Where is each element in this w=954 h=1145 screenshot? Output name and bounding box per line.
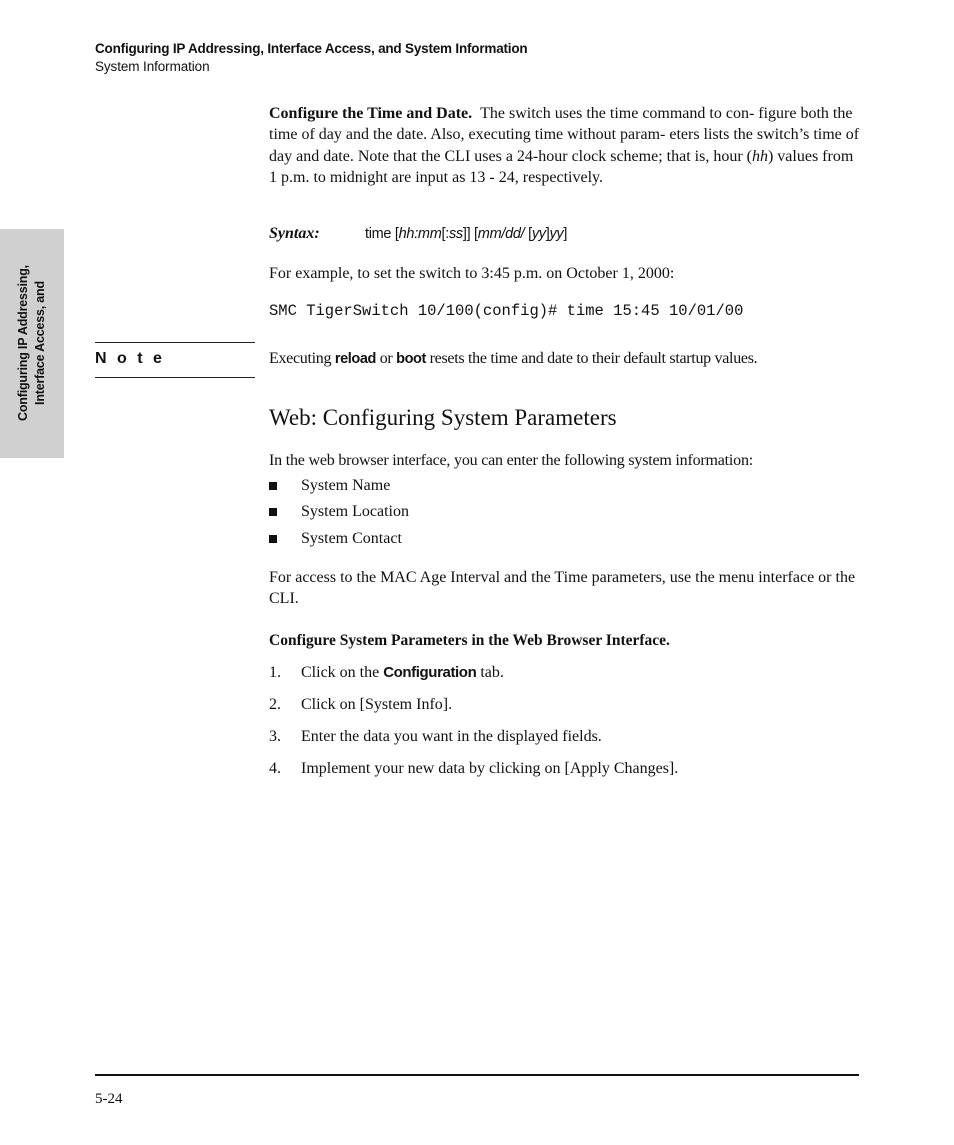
bullet-square-icon [269,508,277,516]
running-header-title: Configuring IP Addressing, Interface Access, and System Information [95,41,528,56]
time-date-paragraph [269,103,861,188]
note-bottom-rule [95,377,255,378]
syntax-cmd-name: time [365,226,392,242]
time-date-body: The switch uses the time command to con- figure both the time of day and the date. Also, executing time without param- eters lists the switch’s time of day and date. Note that the CLI uses a 24-hour clock scheme; that is, hour ( [269,105,860,165]
syntax-hhmm: hh:mm [398,226,442,242]
step-number: 4. [269,760,281,777]
running-header-subtitle: System Information [95,59,210,74]
step-part: Click on the [301,664,384,681]
step-number: 1. [269,664,281,681]
step-text [301,664,504,682]
example-code: SMC TigerSwitch 10/100(config)# time 15:45 10/01/00 [269,302,744,320]
syntax-mmdd: mm/dd/ [477,226,525,242]
step-number: 3. [269,728,281,745]
web-section-heading: Web: Configuring System Parameters [269,405,617,430]
syntax-label: Syntax: [269,225,320,242]
chapter-side-tab [0,229,64,458]
syntax-part: ]] [ [462,226,478,242]
bullet-square-icon [269,482,277,490]
footer-rule [95,1074,859,1076]
note-part: resets the time and date to their default startup values. [425,350,758,367]
note-text [269,350,869,368]
reload-term: reload [334,351,376,367]
syntax-yy: yy [531,226,546,242]
syntax-part: [: [441,226,449,242]
hh-term: hh [751,147,768,165]
boot-term: boot [396,351,426,367]
syntax-ss: ss [448,226,463,242]
access-note: For access to the MAC Age Interval and the Time parameters, use the menu interface or the CLI. [269,569,856,608]
step-text: Click on [System Info]. [301,696,453,713]
web-intro: In the web browser interface, you can enter the following system information: [269,452,753,469]
note-part: or [376,350,397,367]
side-tab-line-1: Configuring IP Addressing, [16,265,30,421]
side-tab-line-2: Interface Access, and [33,281,47,405]
time-date-body-end: ) values from 1 p.m. to midnight are input as 13 - 24, respectively. [269,147,854,186]
configuration-term: Configuration [383,664,477,681]
note-top-rule [95,342,255,343]
bullet-text: System Contact [301,530,402,547]
bullet-square-icon [269,535,277,543]
page-number: 5-24 [95,1091,123,1107]
syntax-part: ] [563,226,568,242]
chapter-side-tab-label [15,265,49,421]
syntax-part: [ [524,226,532,242]
web-subheading: Configure System Parameters in the Web Browser Interface. [269,632,670,649]
syntax-part: [ [391,226,399,242]
example-text: For example, to set the switch to 3:45 p.m. on October 1, 2000: [269,265,675,282]
step-number: 2. [269,696,281,713]
step-text: Enter the data you want in the displayed fields. [301,728,602,745]
bullet-text: System Name [301,477,391,494]
step-text: Implement your new data by clicking on [Apply Changes]. [301,760,679,777]
syntax-yy: yy [549,226,564,242]
note-part: Executing [269,350,335,367]
note-label: N o t e [95,350,165,367]
step-part: tab. [476,664,504,681]
syntax-part: ] [545,226,550,242]
time-date-lead: Configure the Time and Date. [269,105,473,122]
bullet-text: System Location [301,503,409,520]
syntax-command [365,226,567,242]
